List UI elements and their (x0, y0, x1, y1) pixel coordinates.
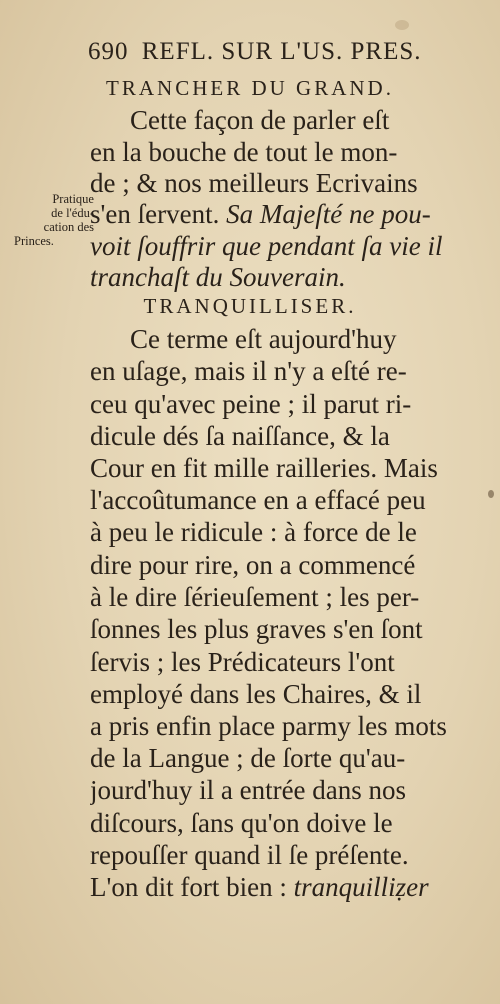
text-line: de ; & nos meilleurs Ecrivains (90, 168, 418, 198)
text-line: dicule dés ſa naiſſance, & la (90, 421, 390, 451)
text-line: jourd'huy il a entrée dans nos (90, 775, 407, 805)
text-line: ceu qu'avec peine ; il parut ri- (90, 389, 412, 419)
text-line: Cour en fit mille railleries. Mais (90, 453, 438, 483)
text-fragment: L'on dit fort bien : (90, 872, 287, 902)
italic-word: tranquilliẓer (293, 872, 429, 902)
text-line: ſervis ; les Prédicateurs l'ont (90, 647, 395, 677)
text-line: employé dans les Chaires, & il (90, 679, 422, 709)
text-line: de la Langue ; de ſorte qu'au- (90, 743, 406, 773)
text-line: en uſage, mais il n'y a eſté re- (90, 356, 407, 386)
text-line: dire pour rire, on a commencé (90, 550, 416, 580)
text-line: diſcours, ſans qu'on doive le (90, 808, 393, 838)
text-line (90, 197, 464, 231)
text-line: Cette façon de parler eſt (130, 105, 390, 135)
text-line: Ce terme eſt aujourd'huy (130, 324, 397, 354)
text-line: à le dire ſérieuſement ; les per- (90, 582, 420, 612)
italic-quote: Sa Majeſté ne pou- (226, 199, 431, 229)
margin-note-line: Princes. (14, 234, 54, 248)
running-header (88, 38, 460, 72)
section-heading-trancher: TRANCHER DU GRAND. (106, 76, 394, 100)
text-line: en la bouche de tout le mon- (90, 137, 398, 167)
margin-note-line: Pratique (52, 192, 94, 206)
section-heading-tranquilliser: TRANQUILLISER. (143, 294, 357, 318)
margin-note (14, 192, 94, 248)
margin-note-line: cation des (43, 220, 94, 234)
running-title: REFL. SUR L'US. PRES. (141, 38, 422, 65)
text-fragment: s'en ſervent. (90, 199, 220, 229)
text-line: ſonnes les plus graves s'en ſont (90, 614, 423, 644)
text-line: à peu le ridicule : à force de le (90, 517, 417, 547)
page-number: 690 (88, 38, 129, 65)
margin-note-line: de l'édu- (51, 206, 94, 220)
paper-stain (488, 490, 494, 498)
text-line: l'accoûtumance en a effacé peu (90, 485, 426, 515)
italic-quote-line: tranchaſt du Souverain. (90, 262, 346, 292)
text-line (90, 870, 464, 904)
text-line: a pris enfin place parmy les mots (90, 711, 447, 741)
paper-stain (395, 20, 409, 30)
text-line: repouſſer quand il ſe préſente. (90, 840, 409, 870)
italic-quote-line: voit ſouffrir que pendant ſa vie il (90, 231, 443, 261)
